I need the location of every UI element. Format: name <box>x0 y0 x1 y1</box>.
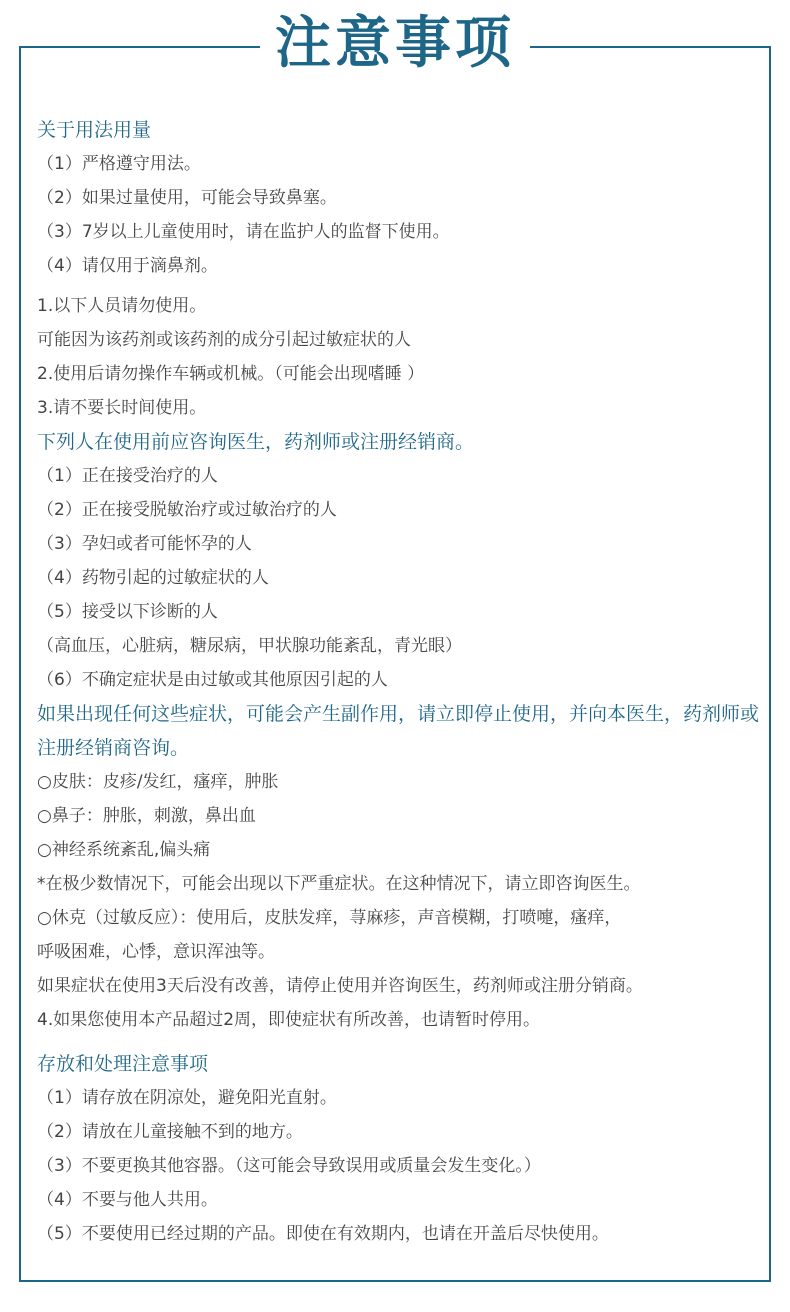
list-item: （3）孕妇或者可能怀孕的人 <box>37 534 252 554</box>
list-item: ○皮肤：皮疹/发红，瘙痒，肿胀 <box>37 772 279 792</box>
list-item: 1.以下人员请勿使用。 <box>37 296 207 316</box>
list-item: ○鼻子：肿胀，刺激，鼻出血 <box>37 806 256 826</box>
list-item: 2.使用后请勿操作车辆或机械。（可能会出现嗜睡 ） <box>37 364 425 384</box>
list-item: ○神经系统紊乱,偏头痛 <box>37 840 211 860</box>
list-item: （4）不要与他人共用。 <box>37 1190 218 1210</box>
list-item: （2）如果过量使用，可能会导致鼻塞。 <box>37 188 337 208</box>
list-item: （3）7岁以上儿童使用时，请在监护人的监督下使用。 <box>37 222 450 242</box>
page-title: 注意事项 <box>275 11 515 76</box>
list-item: *在极少数情况下，可能会出现以下严重症状。在这种情况下，请立即咨询医生。 <box>37 874 641 894</box>
usage-heading: 关于用法用量 <box>37 119 152 141</box>
notice-content <box>37 113 767 1251</box>
title-container <box>260 4 530 84</box>
storage-heading: 存放和处理注意事项 <box>37 1053 209 1075</box>
list-item: （6）不确定症状是由过敏或其他原因引起的人 <box>37 670 388 690</box>
list-item: 4.如果您使用本产品超过2周，即使症状有所改善，也请暂时停用。 <box>37 1010 541 1030</box>
list-item: （4）药物引起的过敏症状的人 <box>37 568 269 588</box>
list-item: （4）请仅用于滴鼻剂。 <box>37 256 218 276</box>
list-item: （5）接受以下诊断的人 <box>37 602 218 622</box>
symptoms-heading: 如果出现任何这些症状，可能会产生副作用，请立即停止使用，并向本医生，药剂师或注册经销商咨询。 <box>37 703 760 759</box>
list-item: （2）请放在儿童接触不到的地方。 <box>37 1122 303 1142</box>
list-item: ○休克（过敏反应）：使用后，皮肤发痒，荨麻疹，声音模糊，打喷嚏，瘙痒， <box>37 908 622 928</box>
list-item: （1）严格遵守用法。 <box>37 154 201 174</box>
list-item: （3）不要更换其他容器。（这可能会导致误用或质量会发生变化。） <box>37 1156 541 1176</box>
list-item: 可能因为该药剂或该药剂的成分引起过敏症状的人 <box>37 330 411 350</box>
list-item: （1）请存放在阴凉处，避免阳光直射。 <box>37 1088 337 1108</box>
list-item: 如果症状在使用3天后没有改善，请停止使用并咨询医生，药剂师或注册分销商。 <box>37 976 643 996</box>
list-item: （1）正在接受治疗的人 <box>37 466 218 486</box>
list-item: （5）不要使用已经过期的产品。即使在有效期内，也请在开盖后尽快使用。 <box>37 1224 609 1244</box>
list-item: 呼吸困难，心悸，意识浑浊等。 <box>37 942 275 962</box>
list-item: （高血压，心脏病，糖尿病，甲状腺功能紊乱，青光眼） <box>37 636 462 656</box>
consult-heading: 下列人在使用前应咨询医生，药剂师或注册经销商。 <box>37 431 475 453</box>
list-item: 3.请不要长时间使用。 <box>37 398 207 418</box>
list-item: （2）正在接受脱敏治疗或过敏治疗的人 <box>37 500 337 520</box>
